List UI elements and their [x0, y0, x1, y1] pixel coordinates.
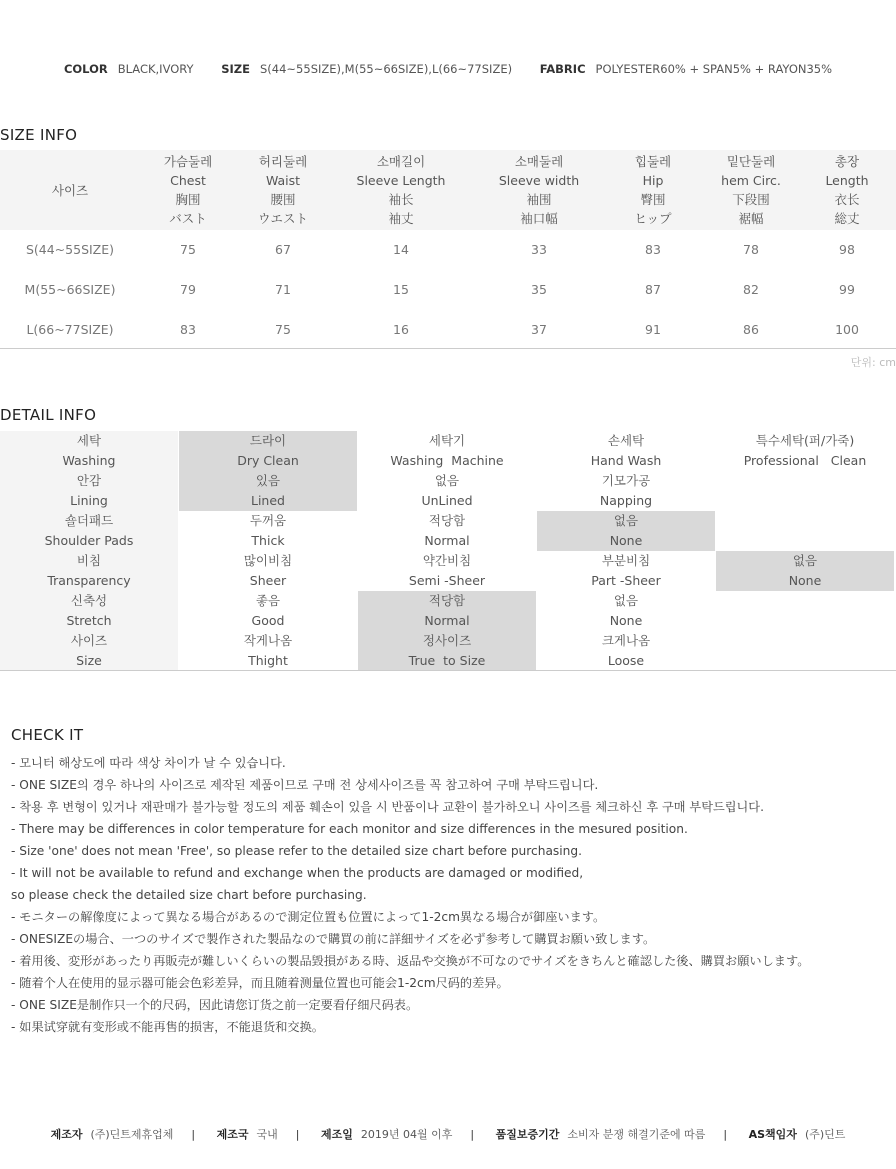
detail-option-line: 두꺼움	[249, 513, 287, 528]
size-col-header-line: 袖丈	[388, 211, 414, 226]
detail-option	[537, 631, 715, 671]
size-value-cell: 79	[180, 282, 196, 297]
detail-option-line: Normal	[424, 613, 470, 628]
detail-option-line: Sheer	[249, 573, 287, 588]
size-value-cell: 78	[743, 242, 759, 257]
detail-option	[716, 631, 894, 671]
detail-option-line: Semi -Sheer	[408, 573, 486, 588]
as-value: (주)딘트	[804, 1128, 846, 1141]
size-col-header-line: 힙둘레	[634, 154, 672, 169]
size-value-cell: 83	[645, 242, 661, 257]
detail-row-label-line: 안감	[76, 473, 102, 488]
warranty-label: 품질보증기간	[495, 1128, 560, 1141]
detail-option-line: 기모가공	[601, 473, 651, 488]
detail-option-line: 약간비침	[422, 553, 472, 568]
maker-value: (주)딘트제휴업체	[90, 1128, 174, 1141]
detail-row-label	[0, 431, 178, 471]
detail-row-label	[0, 591, 178, 631]
check-it-line: - There may be differences in color temperature for each monitor and size differences in the mesured position.	[11, 822, 688, 836]
country-value: 국내	[256, 1128, 278, 1141]
detail-row-label-line: Size	[76, 653, 102, 668]
detail-option-line: 세탁기	[428, 433, 466, 448]
date-value: 2019년 04월 이후	[360, 1128, 453, 1141]
check-it-line: - 着用後、変形があったり再販売が難しいくらいの製品毀損がある時、返品や交換が不可なのでサイズをきちんと確認した後、購買お願いします。	[11, 954, 810, 968]
size-col-header: 사이즈	[51, 183, 89, 198]
as-label: AS책임자	[748, 1128, 797, 1141]
detail-option-line: Napping	[599, 493, 653, 508]
detail-option-line: 작게나옴	[243, 633, 293, 648]
detail-option-line: 특수세탁(퍼/가죽)	[755, 433, 855, 448]
detail-option-line: None	[609, 613, 643, 628]
detail-option-line: None	[609, 533, 643, 548]
detail-row-label-line: Shoulder Pads	[44, 533, 134, 548]
size-value-cell: 75	[180, 242, 196, 257]
size-value-cell: 14	[393, 242, 409, 257]
size-value-cell: 82	[743, 282, 759, 297]
fabric-label: FABRIC	[539, 62, 586, 76]
size-value-cell: 75	[275, 322, 291, 337]
detail-option-line: 부분비침	[601, 553, 651, 568]
size-value-cell: 87	[645, 282, 661, 297]
size-info-title: SIZE INFO	[0, 126, 78, 144]
color-label: COLOR	[63, 62, 108, 76]
detail-option	[537, 551, 715, 591]
size-col-header-line: 총장	[834, 154, 860, 169]
size-col-header-line: 衣长	[834, 192, 860, 207]
detail-option	[716, 471, 894, 511]
product-spec-line	[0, 62, 896, 76]
color-value: BLACK,IVORY	[117, 62, 194, 76]
size-value-cell: 99	[839, 282, 855, 297]
size-col-header-line: 허리둘레	[258, 154, 308, 169]
detail-row-label-line: Washing	[62, 453, 116, 468]
size-table-bottom-rule	[0, 348, 896, 349]
detail-option-line: 크게나옴	[601, 633, 651, 648]
detail-option-line: Good	[251, 613, 285, 628]
detail-row-label-line: 숄더패드	[64, 513, 114, 528]
maker-label: 제조자	[50, 1128, 83, 1141]
country-label: 제조국	[216, 1128, 249, 1141]
detail-row-label	[0, 471, 178, 511]
detail-row-label-line: Transparency	[47, 573, 131, 588]
size-row-label: L(66~77SIZE)	[26, 322, 114, 337]
detail-option-line: 없음	[434, 473, 460, 488]
size-col-header-line: Length	[825, 173, 869, 188]
check-it-line: - 随着个人在使用的显示器可能会色彩差异，而且随着测量位置也可能会1-2cm尺码的差异。	[11, 976, 509, 990]
size-value-cell: 86	[743, 322, 759, 337]
detail-option-line	[716, 531, 894, 551]
size-col-header-line: 밑단둘레	[726, 154, 776, 169]
check-it-line: - モニターの解像度によって異なる場合があるので測定位置も位置によって1-2cm異なる場合が御座います。	[11, 910, 606, 924]
detail-option	[716, 431, 894, 471]
size-label: SIZE	[221, 62, 250, 76]
size-col-header-line: 소매길이	[376, 154, 426, 169]
size-value: S(44~55SIZE),M(55~66SIZE),L(66~77SIZE)	[260, 62, 513, 76]
detail-option	[358, 471, 536, 511]
size-value-cell: 16	[393, 322, 409, 337]
size-col-header-line: 裾幅	[738, 211, 764, 226]
date-label: 제조일	[321, 1128, 353, 1141]
detail-option-line: True to Size	[408, 653, 486, 668]
detail-option-line: Professional Clean	[743, 453, 867, 468]
detail-option-line	[716, 631, 894, 651]
check-it-line: - ONESIZEの場合、一つのサイズで製作された製品なので購買の前に詳細サイズを必ず参考して購買お願い致します。	[11, 932, 656, 946]
product-footer: 제조자 (주)딘트제휴업체 | 제조국 국내 | 제조일 2019년 04월 이후 | 품질보증기간 소비자 분쟁 해결기준에 따름 | AS책임자 (주)딘트	[50, 1128, 846, 1141]
detail-option	[537, 471, 715, 511]
detail-option-line: Hand Wash	[590, 453, 662, 468]
size-col-header-line: ウエスト	[257, 211, 308, 226]
size-unit-note: 단위: cm	[850, 356, 896, 369]
size-value-cell: 83	[180, 322, 196, 337]
detail-option-line: 없음	[792, 553, 818, 568]
size-col-header-line: 袖口幅	[520, 211, 558, 226]
size-value-cell: 35	[531, 282, 547, 297]
check-it-line: - 착용 후 변형이 있거나 재판매가 불가능할 정도의 제품 훼손이 있을 시 반품이나 교환이 불가하오니 사이즈를 체크하신 후 구매 부탁드립니다.	[11, 800, 764, 814]
detail-option-line: 적당함	[428, 513, 466, 528]
size-value-cell: 15	[393, 282, 409, 297]
size-col-header-line: 袖围	[526, 192, 552, 207]
detail-option-line: None	[788, 573, 822, 588]
detail-option	[179, 511, 357, 551]
detail-option-selected	[358, 591, 536, 631]
detail-option-line: UnLined	[421, 493, 473, 508]
detail-option	[179, 631, 357, 671]
detail-option-line: Thight	[248, 653, 288, 668]
detail-option	[179, 591, 357, 631]
detail-row-label-line: Stretch	[66, 613, 112, 628]
size-col-header-line: Sleeve width	[498, 173, 580, 188]
size-col-header-line: バスト	[169, 211, 207, 226]
detail-row-label	[0, 631, 178, 671]
detail-option-line: 없음	[613, 593, 639, 608]
detail-option-line	[716, 491, 894, 511]
size-col-header-line: 臀围	[640, 192, 666, 207]
detail-option-line: 드라이	[249, 433, 287, 448]
size-col-header-line: 소매둘레	[514, 154, 564, 169]
check-it-line: - It will not be available to refund and exchange when the products are damaged or modified,	[11, 866, 584, 880]
detail-option-line	[716, 651, 894, 671]
size-row-label: M(55~66SIZE)	[24, 282, 116, 297]
detail-row-label-line: 비침	[76, 553, 102, 568]
detail-option-selected	[537, 511, 715, 551]
check-it-title: CHECK IT	[11, 726, 84, 744]
check-it-line: - Size 'one' does not mean 'Free', so please refer to the detailed size chart before purchasing.	[11, 844, 582, 858]
size-value-cell: 91	[645, 322, 661, 337]
detail-option	[358, 551, 536, 591]
detail-option-line: Lined	[251, 493, 285, 508]
detail-option-line: 정사이즈	[422, 633, 472, 648]
detail-option-line: 적당함	[428, 593, 466, 608]
size-col-header-line: 胸围	[175, 192, 201, 207]
warranty-value: 소비자 분쟁 해결기준에 따름	[567, 1128, 706, 1141]
detail-option	[537, 591, 715, 631]
detail-option	[358, 511, 536, 551]
detail-option-selected	[716, 551, 894, 591]
detail-option-selected	[179, 431, 357, 471]
size-col-header-line: Sleeve Length	[356, 173, 446, 188]
check-it-line: - 如果试穿就有变形或不能再售的损害，不能退货和交换。	[11, 1020, 324, 1034]
check-it-line: - 모니터 해상도에 따라 색상 차이가 날 수 있습니다.	[11, 756, 286, 770]
size-value-cell: 100	[835, 322, 859, 337]
size-col-header-line: 가슴둘레	[163, 154, 213, 169]
size-value-cell: 33	[531, 242, 547, 257]
detail-option-line	[716, 511, 894, 531]
detail-option	[716, 591, 894, 631]
detail-option-line: 없음	[613, 513, 639, 528]
detail-option-selected	[358, 631, 536, 671]
detail-option	[179, 551, 357, 591]
size-col-header-line: 腰围	[270, 192, 296, 207]
detail-option-line: Part -Sheer	[591, 573, 661, 588]
size-col-header-line: Chest	[170, 173, 206, 188]
size-col-header-line: 総丈	[834, 211, 860, 226]
check-it-line: - ONE SIZE의 경우 하나의 사이즈로 제작된 제품이므로 구매 전 상세사이즈를 꼭 참고하여 구매 부탁드립니다.	[11, 778, 599, 792]
detail-row-label	[0, 551, 178, 591]
detail-row-label-line: 신축성	[70, 593, 108, 608]
detail-option-line: Loose	[607, 653, 645, 668]
size-row-label: S(44~55SIZE)	[25, 242, 115, 257]
size-col-header-line: Waist	[265, 173, 301, 188]
size-value-cell: 67	[275, 242, 291, 257]
detail-option-line: Dry Clean	[237, 453, 299, 468]
detail-option-line: 좋음	[255, 593, 281, 608]
size-value-cell: 98	[839, 242, 855, 257]
detail-option-line: 있음	[255, 473, 281, 488]
detail-row-label	[0, 511, 178, 551]
detail-option-line: 많이비침	[243, 553, 293, 568]
detail-option	[716, 511, 894, 551]
detail-option	[358, 431, 536, 471]
size-value-cell: 37	[531, 322, 547, 337]
detail-option-line	[716, 471, 894, 491]
detail-row-label-line: Lining	[70, 493, 108, 508]
detail-option-line: Thick	[251, 533, 285, 548]
detail-info-title: DETAIL INFO	[0, 406, 97, 424]
check-it-list	[11, 752, 891, 1038]
fabric-value: POLYESTER60% + SPAN5% + RAYON35%	[595, 62, 833, 76]
size-col-header-line: hem Circ.	[721, 173, 781, 188]
check-it-line: - ONE SIZE是制作只一个的尺码，因此请您订货之前一定要看仔细尺码表。	[11, 998, 419, 1012]
detail-option-line	[716, 611, 894, 631]
detail-option-line: 손세탁	[607, 433, 645, 448]
size-col-header-line: 袖长	[388, 192, 414, 207]
size-col-header-line: 下段围	[732, 192, 770, 207]
size-col-header-line: Hip	[642, 173, 664, 188]
detail-row-label-line: 사이즈	[70, 633, 108, 648]
detail-option-line	[716, 591, 894, 611]
detail-option-line: Washing Machine	[390, 453, 504, 468]
detail-table-bottom-rule	[0, 670, 896, 671]
detail-option-line: Normal	[424, 533, 470, 548]
check-it-line: so please check the detailed size chart before purchasing.	[11, 888, 367, 902]
detail-option-selected	[179, 471, 357, 511]
size-value-cell: 71	[275, 282, 291, 297]
detail-option	[537, 431, 715, 471]
detail-row-label-line: 세탁	[76, 433, 102, 448]
size-col-header-line: ヒップ	[634, 211, 672, 226]
